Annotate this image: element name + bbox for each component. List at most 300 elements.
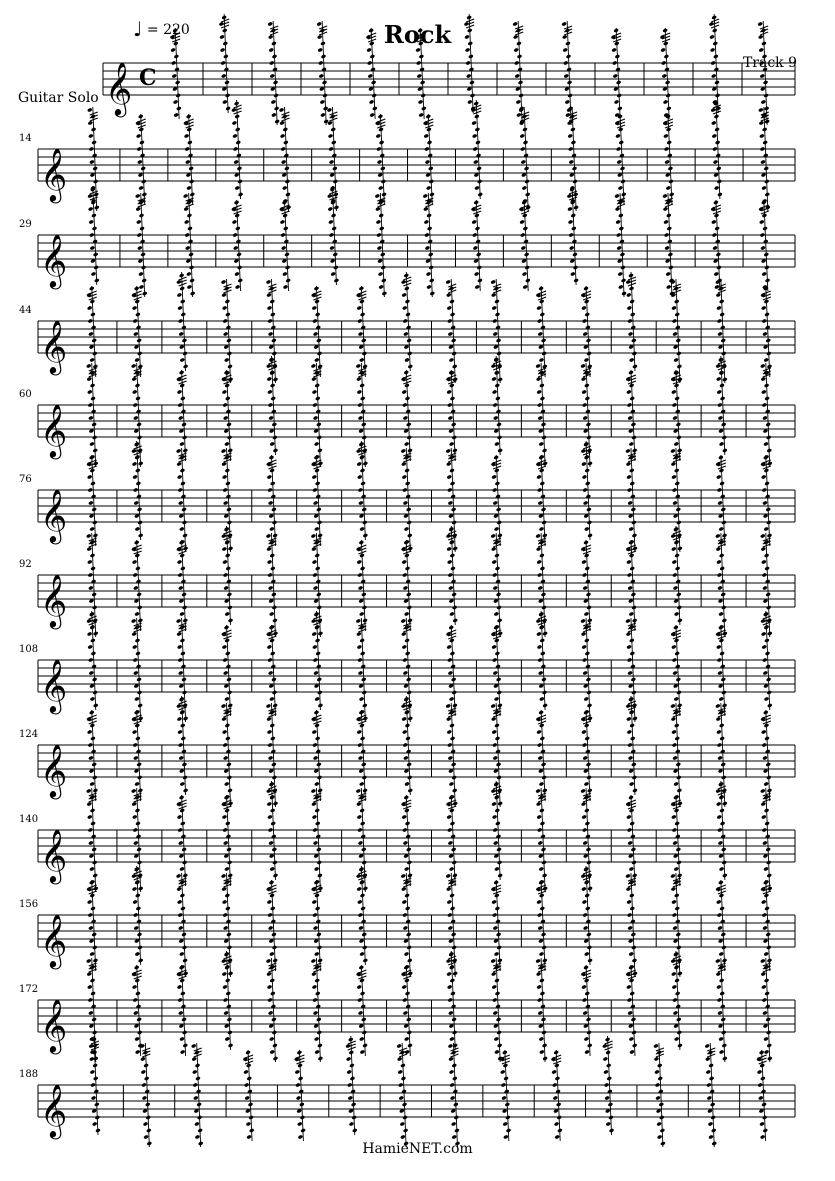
notehead — [402, 402, 408, 407]
notehead — [446, 814, 452, 819]
notehead — [716, 376, 722, 381]
notehead — [537, 997, 543, 1002]
notehead — [582, 670, 588, 675]
notehead — [584, 611, 590, 616]
notehead — [761, 814, 767, 819]
notehead — [627, 840, 633, 845]
notehead — [89, 357, 95, 362]
notehead — [450, 1095, 456, 1100]
notehead — [537, 657, 543, 662]
notehead — [267, 814, 273, 819]
notehead — [221, 73, 227, 78]
note-stem — [92, 880, 96, 971]
notehead — [135, 193, 141, 198]
notehead — [319, 99, 325, 104]
notehead — [282, 185, 288, 190]
notehead — [582, 899, 588, 904]
notehead — [222, 729, 228, 734]
notehead — [583, 696, 589, 701]
notehead — [627, 729, 633, 734]
notehead — [269, 696, 275, 701]
note-stem — [586, 965, 590, 1056]
notehead — [401, 644, 407, 649]
note-stem — [620, 114, 624, 205]
notehead — [761, 742, 767, 747]
notehead — [537, 644, 543, 649]
notehead — [184, 133, 190, 138]
notehead — [537, 500, 543, 505]
notehead — [314, 1036, 320, 1041]
tremolo-slash — [673, 630, 681, 633]
note-stem — [406, 795, 410, 886]
notehead — [627, 742, 633, 747]
notehead — [313, 755, 319, 760]
notehead — [490, 533, 496, 538]
notehead — [474, 185, 480, 190]
notehead — [312, 984, 318, 989]
notehead — [762, 415, 768, 420]
notehead — [716, 657, 722, 662]
notehead — [89, 245, 95, 250]
notehead — [281, 245, 287, 250]
notehead — [761, 729, 767, 734]
notehead — [627, 827, 633, 832]
notehead — [223, 415, 229, 420]
notehead — [762, 755, 768, 760]
treble-clef-icon: 𝄞 — [40, 998, 68, 1052]
notehead — [266, 958, 272, 963]
notehead — [232, 133, 238, 138]
notehead — [710, 60, 716, 65]
notehead — [673, 441, 679, 446]
notehead — [582, 755, 588, 760]
notehead — [311, 788, 317, 793]
notehead — [359, 781, 365, 786]
notehead — [269, 611, 275, 616]
notehead — [133, 840, 139, 845]
tremolo-slash — [493, 885, 501, 888]
notehead — [90, 1082, 96, 1087]
notehead — [581, 559, 587, 564]
notehead — [538, 670, 544, 675]
notehead — [280, 133, 286, 138]
notehead — [761, 305, 767, 310]
notehead — [583, 925, 589, 930]
notehead — [670, 703, 676, 708]
notehead — [179, 357, 185, 362]
notehead — [87, 997, 93, 1002]
note-stem — [524, 200, 528, 291]
notehead — [536, 984, 542, 989]
notehead — [403, 755, 409, 760]
notehead — [712, 232, 718, 237]
notehead — [618, 284, 624, 289]
tremolo-slash — [425, 119, 433, 122]
notehead — [494, 866, 500, 871]
notehead — [185, 159, 191, 164]
notehead — [759, 73, 765, 78]
notehead — [536, 814, 542, 819]
notehead — [447, 912, 453, 917]
notehead — [222, 657, 228, 662]
notehead — [171, 73, 177, 78]
notehead — [269, 441, 275, 446]
notehead — [223, 670, 229, 675]
notehead — [329, 159, 335, 164]
notehead — [177, 572, 183, 577]
notehead — [177, 559, 183, 564]
notehead — [446, 546, 452, 551]
notehead — [717, 585, 723, 590]
tremolo-slash — [718, 284, 726, 287]
notehead — [581, 644, 587, 649]
notehead — [672, 318, 678, 323]
notehead — [672, 402, 678, 407]
notehead — [471, 219, 477, 224]
notehead — [89, 1056, 95, 1061]
notehead — [492, 814, 498, 819]
notehead — [367, 73, 373, 78]
notehead — [671, 305, 677, 310]
notehead — [184, 232, 190, 237]
notehead — [177, 716, 183, 721]
notehead — [268, 755, 274, 760]
notehead — [402, 912, 408, 917]
tremolo-slash — [628, 701, 636, 704]
notehead — [672, 925, 678, 930]
notehead — [133, 925, 139, 930]
notehead — [584, 357, 590, 362]
tremolo-slash — [448, 531, 456, 534]
tremolo-slash — [759, 1055, 767, 1058]
notehead — [177, 984, 183, 989]
notehead — [87, 742, 93, 747]
note-stem — [406, 540, 410, 631]
notehead — [718, 951, 724, 956]
notehead — [493, 611, 499, 616]
tremolo-slash — [718, 460, 726, 463]
tremolo-slash — [521, 112, 529, 115]
notehead — [447, 487, 453, 492]
notehead — [761, 318, 767, 323]
notehead — [763, 866, 769, 871]
notehead — [92, 1121, 98, 1126]
notehead — [582, 487, 588, 492]
notehead — [177, 487, 183, 492]
notehead — [88, 206, 94, 211]
notehead — [358, 670, 364, 675]
notehead — [581, 305, 587, 310]
notehead — [759, 133, 765, 138]
notehead — [132, 742, 138, 747]
notehead — [584, 781, 590, 786]
notehead — [666, 284, 672, 289]
treble-clef-icon: 𝄞 — [40, 658, 68, 712]
notehead — [491, 474, 497, 479]
notehead — [494, 441, 500, 446]
notehead — [664, 232, 670, 237]
notehead — [446, 644, 452, 649]
tremolo-slash — [179, 701, 187, 704]
tremolo-slash — [665, 204, 673, 207]
tremolo-slash — [134, 446, 142, 449]
tremolo-slash — [628, 375, 636, 378]
notehead — [358, 500, 364, 505]
tremolo-slash — [377, 119, 385, 122]
note-stem — [716, 200, 720, 291]
notehead — [222, 305, 228, 310]
notehead — [246, 1121, 252, 1126]
notehead — [520, 159, 526, 164]
notehead — [132, 886, 138, 891]
notehead — [467, 99, 473, 104]
tremolo-slash — [348, 1041, 356, 1044]
note-stem — [237, 200, 241, 291]
notehead — [297, 1121, 303, 1126]
notehead — [193, 1095, 199, 1100]
notehead — [447, 402, 453, 407]
notehead — [267, 474, 273, 479]
notehead — [86, 363, 92, 368]
notehead — [447, 657, 453, 662]
notehead — [423, 133, 429, 138]
notehead — [223, 925, 229, 930]
notehead — [719, 866, 725, 871]
notehead — [670, 873, 676, 878]
notehead — [87, 644, 93, 649]
notehead — [269, 866, 275, 871]
notehead — [718, 526, 724, 531]
notehead — [267, 899, 273, 904]
notehead — [358, 755, 364, 760]
notehead — [759, 219, 765, 224]
notehead — [401, 716, 407, 721]
notehead — [715, 533, 721, 538]
notehead — [554, 1134, 560, 1139]
tremolo-slash — [186, 119, 194, 122]
notehead — [493, 1036, 499, 1041]
notehead — [568, 219, 574, 224]
notehead — [582, 474, 588, 479]
notehead — [87, 107, 93, 112]
notehead — [759, 232, 765, 237]
notehead — [491, 559, 497, 564]
notehead — [267, 389, 273, 394]
tremolo-slash — [234, 205, 242, 208]
notehead — [583, 500, 589, 505]
notehead — [223, 572, 229, 577]
notehead — [474, 284, 480, 289]
notehead — [671, 559, 677, 564]
notehead — [134, 611, 140, 616]
notehead — [222, 814, 228, 819]
notehead — [717, 827, 723, 832]
notehead — [492, 1010, 498, 1015]
notehead — [539, 357, 545, 362]
notehead — [281, 159, 287, 164]
notehead — [520, 245, 526, 250]
notehead — [718, 1036, 724, 1041]
note-stem — [496, 880, 500, 971]
notehead — [134, 781, 140, 786]
note-stem — [556, 1050, 560, 1141]
notehead — [312, 644, 318, 649]
notehead — [402, 657, 408, 662]
treble-clef-icon: 𝄞 — [40, 319, 68, 373]
tremolo-slash — [348, 1047, 356, 1050]
notehead — [132, 474, 138, 479]
tremolo-slash — [90, 118, 98, 121]
notehead — [401, 474, 407, 479]
notehead — [330, 271, 336, 276]
notehead — [537, 755, 543, 760]
tremolo-slash — [224, 290, 232, 293]
notehead — [369, 112, 375, 117]
notehead — [223, 331, 229, 336]
notehead — [615, 219, 621, 224]
notehead — [192, 1082, 198, 1087]
notehead — [312, 559, 318, 564]
notehead — [627, 305, 633, 310]
note-stem — [476, 200, 480, 291]
tremolo-slash — [224, 630, 232, 633]
notehead — [426, 271, 432, 276]
notehead — [143, 1134, 149, 1139]
notehead — [494, 951, 500, 956]
notehead — [708, 1121, 714, 1126]
notehead — [359, 1049, 365, 1054]
notehead — [355, 363, 361, 368]
notehead — [760, 245, 766, 250]
notehead — [539, 781, 545, 786]
notehead — [447, 572, 453, 577]
notehead — [132, 657, 138, 662]
notehead — [758, 1095, 764, 1100]
notehead — [491, 305, 497, 310]
measure-number: 14 — [19, 133, 32, 144]
tremolo-slash — [583, 291, 591, 294]
notehead — [757, 1069, 763, 1074]
tremolo-slash — [493, 786, 501, 789]
treble-clef-icon: 𝄞 — [40, 403, 68, 457]
notehead — [401, 899, 407, 904]
notehead — [194, 1121, 200, 1126]
notehead — [268, 827, 274, 832]
notehead — [311, 363, 317, 368]
notehead — [232, 120, 238, 125]
notehead — [267, 644, 273, 649]
notehead — [269, 1036, 275, 1041]
tremolo-slash — [313, 715, 321, 718]
tremolo-slash — [194, 1054, 202, 1057]
tremolo-slash — [268, 786, 276, 789]
notehead — [267, 487, 273, 492]
tremolo-slash — [134, 291, 142, 294]
notehead — [311, 958, 317, 963]
notehead — [672, 572, 678, 577]
notehead — [492, 925, 498, 930]
notehead — [171, 60, 177, 65]
notehead — [492, 997, 498, 1002]
notehead — [87, 899, 93, 904]
tremolo-slash — [179, 375, 187, 378]
notehead — [177, 997, 183, 1002]
note-stem — [227, 625, 231, 716]
measure-number: 172 — [19, 984, 39, 995]
notehead — [87, 912, 93, 917]
notehead — [87, 389, 93, 394]
notehead — [568, 146, 574, 151]
tremolo-slash — [605, 1047, 613, 1050]
note-stem — [92, 710, 96, 801]
notehead — [707, 1095, 713, 1100]
notehead — [357, 389, 363, 394]
notehead — [671, 899, 677, 904]
notehead — [536, 631, 542, 636]
notehead — [716, 305, 722, 310]
notehead — [582, 318, 588, 323]
notehead — [369, 99, 375, 104]
notehead — [400, 618, 406, 623]
tremolo-slash — [329, 112, 337, 115]
tremolo-slash — [194, 1048, 202, 1051]
notehead — [243, 1069, 249, 1074]
notehead — [357, 402, 363, 407]
notehead — [515, 99, 521, 104]
notehead — [416, 73, 422, 78]
notehead — [87, 474, 93, 479]
notehead — [717, 572, 723, 577]
note-stem — [316, 455, 320, 546]
notehead — [328, 133, 334, 138]
tremolo-slash — [665, 119, 673, 122]
notehead — [177, 912, 183, 917]
notehead — [223, 997, 229, 1002]
tremolo-slash — [448, 956, 456, 959]
notehead — [358, 925, 364, 930]
instrument-name: Guitar Solo — [18, 90, 99, 106]
notehead — [133, 1010, 139, 1015]
notehead — [761, 631, 767, 636]
tremolo-slash — [502, 1055, 510, 1058]
notehead — [492, 487, 498, 492]
note-stem — [182, 540, 186, 631]
notehead — [716, 899, 722, 904]
notehead — [184, 146, 190, 151]
notehead — [706, 1082, 712, 1087]
notehead — [90, 1069, 96, 1074]
notehead — [178, 755, 184, 760]
notehead — [359, 951, 365, 956]
notehead — [314, 951, 320, 956]
notehead — [448, 585, 454, 590]
notehead — [268, 415, 274, 420]
notehead — [282, 271, 288, 276]
notehead — [268, 670, 274, 675]
notehead — [762, 925, 768, 930]
notehead — [537, 912, 543, 917]
tremolo-slash — [179, 800, 187, 803]
notehead — [519, 133, 525, 138]
notehead — [500, 1082, 506, 1087]
notehead — [136, 146, 142, 151]
notehead — [400, 1134, 406, 1139]
notehead — [87, 305, 93, 310]
notehead — [674, 1036, 680, 1041]
notehead — [537, 487, 543, 492]
notehead — [628, 866, 634, 871]
notehead — [581, 814, 587, 819]
